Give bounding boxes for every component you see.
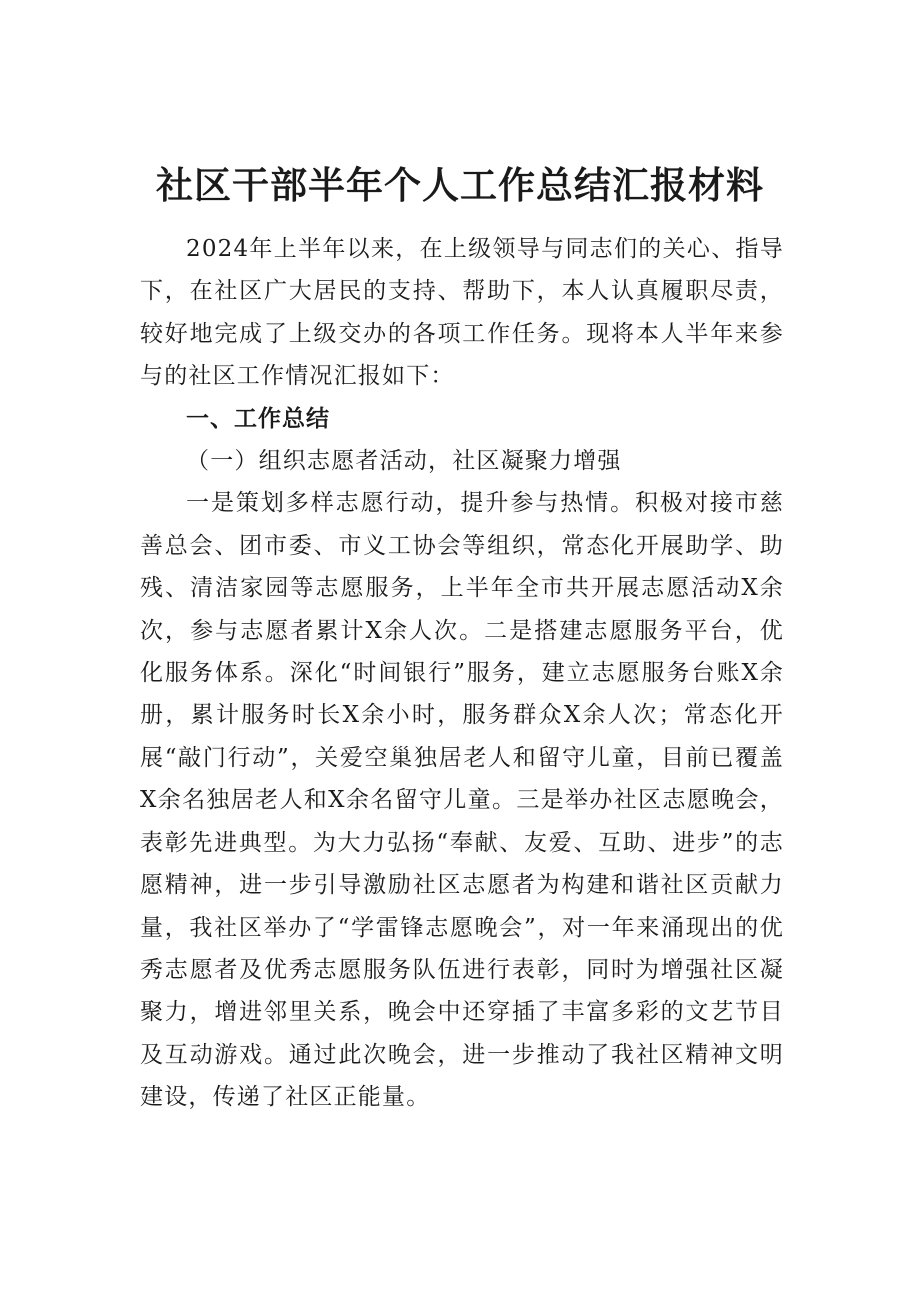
document-body — [140, 228, 784, 1119]
intro-paragraph: 2024年上半年以来，在上级领导与同志们的关心、指导下，在社区广大居民的支持、帮助下，本人认真履职尽责，较好地完成了上级交办的各项工作任务。现将本人半年来参与的社区工作情况汇报如下： — [140, 236, 784, 390]
section-heading-work-summary: 一、工作总结 — [186, 405, 330, 432]
subsection-heading-volunteer-activities: （一）组织志愿者活动，社区凝聚力增强 — [186, 448, 622, 475]
document-title: 社区干部半年个人工作总结汇报材料 — [156, 164, 764, 207]
volunteer-activities-paragraph: 一是策划多样志愿行动，提升参与热情。积极对接市慈善总会、团市委、市义工协会等组织，常态化开展助学、助残、清洁家园等志愿服务，上半年全市共开展志愿活动X余次，参与志愿者累计X余人次。二是搭建志愿服务平台，优化服务体系。深化“时间银行”服务，建立志愿服务台账X余册，累计服务时长X余小时，服务群众X余人次；常态化开展“敲门行动”，关爱空巢独居老人和留守儿童，目前已覆盖X余名独居老人和X余名留守儿童。三是举办社区志愿晚会，表彰先进典型。为大力弘扬“奉献、友爱、互助、进步”的志愿精神，进一步引导激励社区志愿者为构建和谐社区贡献力量，我社区举办了“学雷锋志愿晚会”，对一年来涌现出的优秀志愿者及优秀志愿服务队伍进行表彰，同时为增强社区凝聚力，增进邻里关系，晚会中还穿插了丰富多彩的文艺节目及互动游戏。通过此次晚会，进一步推动了我社区精神文明建设，传递了社区正能量。 — [140, 490, 784, 1111]
